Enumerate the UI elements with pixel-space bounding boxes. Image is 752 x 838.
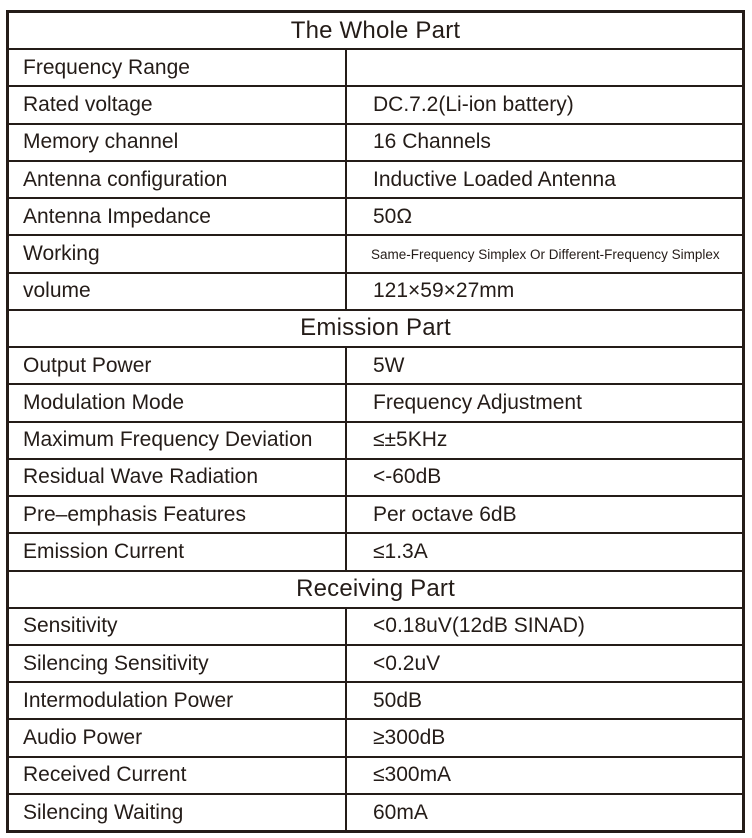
table-row <box>9 495 742 532</box>
spec-label: Silencing Waiting <box>9 795 347 830</box>
table-row <box>9 607 742 644</box>
spec-label: Audio Power <box>9 720 347 755</box>
spec-value: <0.2uV <box>373 651 441 675</box>
spec-label: Working <box>9 236 347 271</box>
spec-label: Rated voltage <box>9 87 347 122</box>
spec-label: Intermodulation Power <box>9 683 347 718</box>
spec-value: 121×59×27mm <box>373 279 515 303</box>
spec-value: <0.18uV(12dB SINAD) <box>373 614 585 638</box>
spec-label: Emission Current <box>9 534 347 569</box>
spec-value <box>347 50 742 85</box>
section-header-emission-part <box>9 309 742 346</box>
spec-label: Silencing Sensitivity <box>9 646 347 681</box>
table-row <box>9 48 742 85</box>
spec-label: Maximum Frequency Deviation <box>9 423 347 458</box>
spec-value: 60mA <box>373 800 428 824</box>
spec-value: Frequency Adjustment <box>373 390 582 414</box>
spec-label: Received Current <box>9 758 347 793</box>
spec-value: Same-Frequency Simplex Or Different-Frequency Simplex <box>371 246 720 262</box>
table-row <box>9 383 742 420</box>
table-row <box>9 681 742 718</box>
spec-value: ≤1.3A <box>373 539 428 563</box>
spec-value: 16 Channels <box>373 130 491 154</box>
spec-value: 50Ω <box>373 204 413 228</box>
section-title: Receiving Part <box>296 575 455 603</box>
spec-value: ≤300mA <box>373 763 452 787</box>
table-row <box>9 756 742 793</box>
table-row <box>9 458 742 495</box>
table-row <box>9 234 742 271</box>
spec-label: Residual Wave Radiation <box>9 460 347 495</box>
spec-value: ≥300dB <box>373 726 446 750</box>
table-row <box>9 793 742 830</box>
spec-value: 50dB <box>373 688 423 712</box>
table-row <box>9 346 742 383</box>
spec-label: Output Power <box>9 348 347 383</box>
spec-value: DC.7.2(Li-ion battery) <box>373 93 574 117</box>
spec-value: <-60dB <box>373 465 442 489</box>
spec-label: Frequency Range <box>9 50 347 85</box>
spec-label: Memory channel <box>9 125 347 160</box>
table-row <box>9 197 742 234</box>
spec-value: Per octave 6dB <box>373 502 517 526</box>
spec-label: Modulation Mode <box>9 385 347 420</box>
table-row <box>9 532 742 569</box>
spec-label: Antenna configuration <box>9 162 347 197</box>
table-row <box>9 272 742 309</box>
table-row <box>9 421 742 458</box>
spec-value: Inductive Loaded Antenna <box>373 167 616 191</box>
spec-value: 5W <box>373 353 405 377</box>
section-title: Emission Part <box>300 314 451 342</box>
spec-value: ≤±5KHz <box>373 428 448 452</box>
spec-label: Pre–emphasis Features <box>9 497 347 532</box>
spec-table <box>6 10 745 833</box>
section-header-whole-part <box>9 13 742 48</box>
section-title: The Whole Part <box>290 16 461 44</box>
spec-label: Sensitivity <box>9 609 347 644</box>
table-row <box>9 85 742 122</box>
table-row <box>9 644 742 681</box>
table-row <box>9 718 742 755</box>
section-header-receiving-part <box>9 570 742 607</box>
spec-label: volume <box>9 274 347 309</box>
table-row <box>9 123 742 160</box>
table-row <box>9 160 742 197</box>
spec-label: Antenna Impedance <box>9 199 347 234</box>
